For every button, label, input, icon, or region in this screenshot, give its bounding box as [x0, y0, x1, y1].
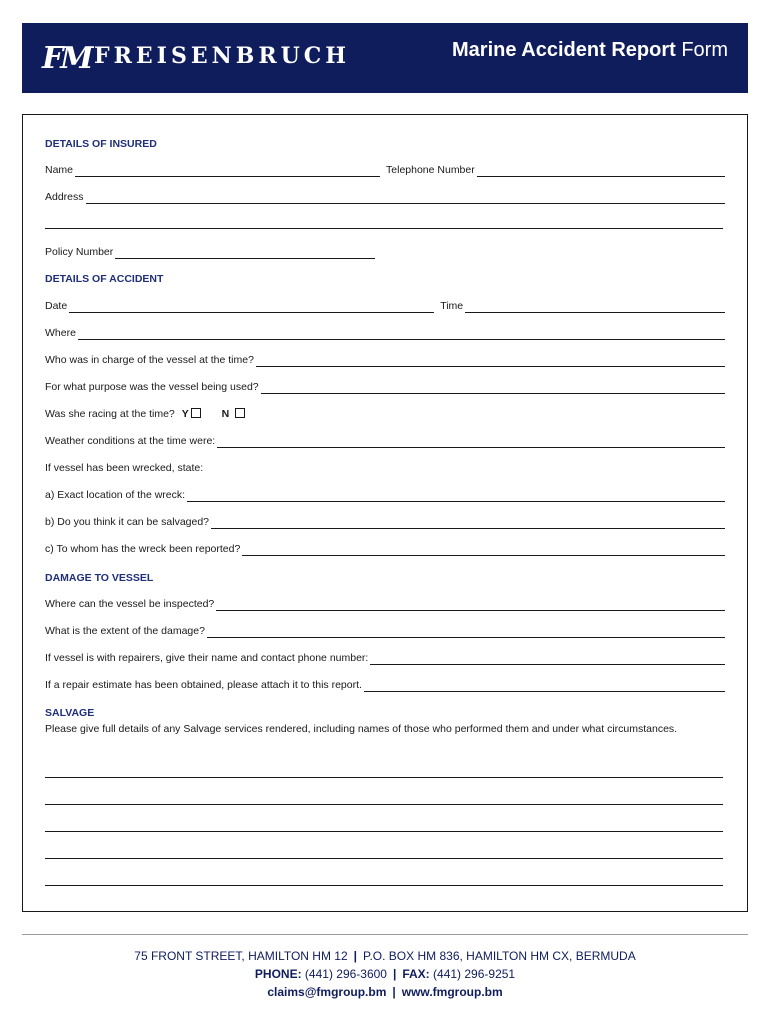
weather-field[interactable]: [217, 438, 725, 448]
wreck-location-field[interactable]: [187, 492, 725, 502]
header-banner: [22, 23, 748, 93]
footer-website-link[interactable]: www.fmgroup.bm: [401, 985, 503, 999]
salvage-instructions: Please give full details of any Salvage services rendered, including names of those who performed them and under what circumstances.: [45, 723, 678, 735]
repairers-field[interactable]: [370, 655, 725, 665]
address-row: [45, 190, 725, 204]
in-charge-label: Who was in charge of the vessel at the time?: [45, 354, 254, 366]
footer-phone: (441) 296-3600: [304, 967, 387, 981]
footer-fax-label: FAX:: [402, 967, 430, 981]
where-row: [45, 326, 725, 340]
footer-phone-label: PHONE:: [254, 967, 302, 981]
address-field[interactable]: [86, 194, 725, 204]
form-title-bold: Marine Accident Report: [452, 39, 676, 61]
company-logo-mark: FM: [42, 41, 91, 76]
section-heading-damage: DAMAGE TO VESSEL: [45, 572, 154, 584]
address-label: Address: [45, 191, 84, 203]
where-label: Where: [45, 327, 76, 339]
inspected-label: Where can the vessel be inspected?: [45, 598, 215, 610]
purpose-label: For what purpose was the vessel being used?: [45, 381, 259, 393]
wrecked-intro-row: [45, 461, 725, 475]
weather-label: Weather conditions at the time were:: [45, 435, 216, 447]
purpose-field[interactable]: [261, 384, 725, 394]
reported-label: c) To whom has the wreck been reported?: [45, 543, 241, 555]
footer-separator: |: [392, 967, 397, 981]
racing-label: Was she racing at the time?: [45, 408, 175, 420]
form-title: [452, 38, 728, 62]
repairers-label: If vessel is with repairers, give their name and contact phone number:: [45, 652, 369, 664]
section-heading-accident: DETAILS OF ACCIDENT: [45, 273, 164, 285]
reported-row: [45, 542, 725, 556]
time-field[interactable]: [465, 303, 725, 313]
estimate-row: [45, 678, 725, 692]
form-container: [22, 114, 748, 912]
footer-divider: [22, 934, 748, 935]
name-field[interactable]: [75, 167, 380, 177]
inspected-field[interactable]: [216, 601, 725, 611]
in-charge-row: [45, 353, 725, 367]
in-charge-field[interactable]: [256, 357, 725, 367]
telephone-field[interactable]: [477, 167, 725, 177]
estimate-field[interactable]: [364, 682, 725, 692]
salvaged-label: b) Do you think it can be salvaged?: [45, 516, 210, 528]
salvage-answer-line[interactable]: [45, 804, 723, 805]
name-telephone-row: [45, 163, 725, 177]
estimate-label: If a repair estimate has been obtained, please attach it to this report.: [45, 679, 362, 691]
telephone-label: Telephone Number: [386, 164, 475, 176]
footer-separator: |: [392, 985, 396, 999]
name-label: Name: [45, 164, 74, 176]
footer-contact-line: [0, 983, 770, 1001]
wreck-location-label: a) Exact location of the wreck:: [45, 489, 186, 501]
extent-row: [45, 624, 725, 638]
address-field-line-2[interactable]: [45, 228, 723, 229]
footer-street-address: 75 FRONT STREET, HAMILTON HM 12: [134, 949, 348, 963]
salvage-answer-line[interactable]: [45, 885, 723, 886]
footer-address-line: [0, 947, 770, 965]
salvaged-field[interactable]: [211, 519, 725, 529]
reported-field[interactable]: [242, 546, 725, 556]
salvage-answer-line[interactable]: [45, 777, 723, 778]
salvaged-row: [45, 515, 725, 529]
salvage-answer-line[interactable]: [45, 831, 723, 832]
footer-phone-line: [0, 965, 770, 983]
date-time-row: [45, 299, 725, 313]
inspected-row: [45, 597, 725, 611]
racing-row: [45, 407, 245, 421]
extent-label: What is the extent of the damage?: [45, 625, 205, 637]
extent-field[interactable]: [207, 628, 725, 638]
date-label: Date: [45, 300, 68, 312]
salvage-answer-line[interactable]: [45, 858, 723, 859]
racing-no-checkbox[interactable]: [235, 408, 245, 418]
wreck-location-row: [45, 488, 725, 502]
repairers-row: [45, 651, 725, 665]
date-field[interactable]: [69, 303, 434, 313]
time-label: Time: [440, 300, 464, 312]
racing-yes-label: Y: [181, 408, 189, 420]
purpose-row: [45, 380, 725, 394]
racing-yes-checkbox[interactable]: [191, 408, 201, 418]
section-heading-salvage: SALVAGE: [45, 707, 95, 719]
section-heading-insured: DETAILS OF INSURED: [45, 138, 157, 150]
footer-po-box: P.O. BOX HM 836, HAMILTON HM CX, BERMUDA: [363, 949, 636, 963]
wrecked-intro-label: If vessel has been wrecked, state:: [45, 462, 204, 474]
weather-row: [45, 434, 725, 448]
policy-number-field[interactable]: [115, 249, 375, 259]
policy-number-row: [45, 245, 375, 259]
company-name: FREISENBRUCH: [94, 43, 351, 69]
footer-email-link[interactable]: claims@fmgroup.bm: [267, 985, 387, 999]
racing-no-label: N: [221, 408, 230, 420]
form-title-normal: Form: [681, 39, 728, 61]
policy-number-label: Policy Number: [45, 246, 114, 258]
where-field[interactable]: [78, 330, 725, 340]
footer-fax: (441) 296-9251: [433, 967, 516, 981]
footer-separator: |: [353, 949, 357, 963]
